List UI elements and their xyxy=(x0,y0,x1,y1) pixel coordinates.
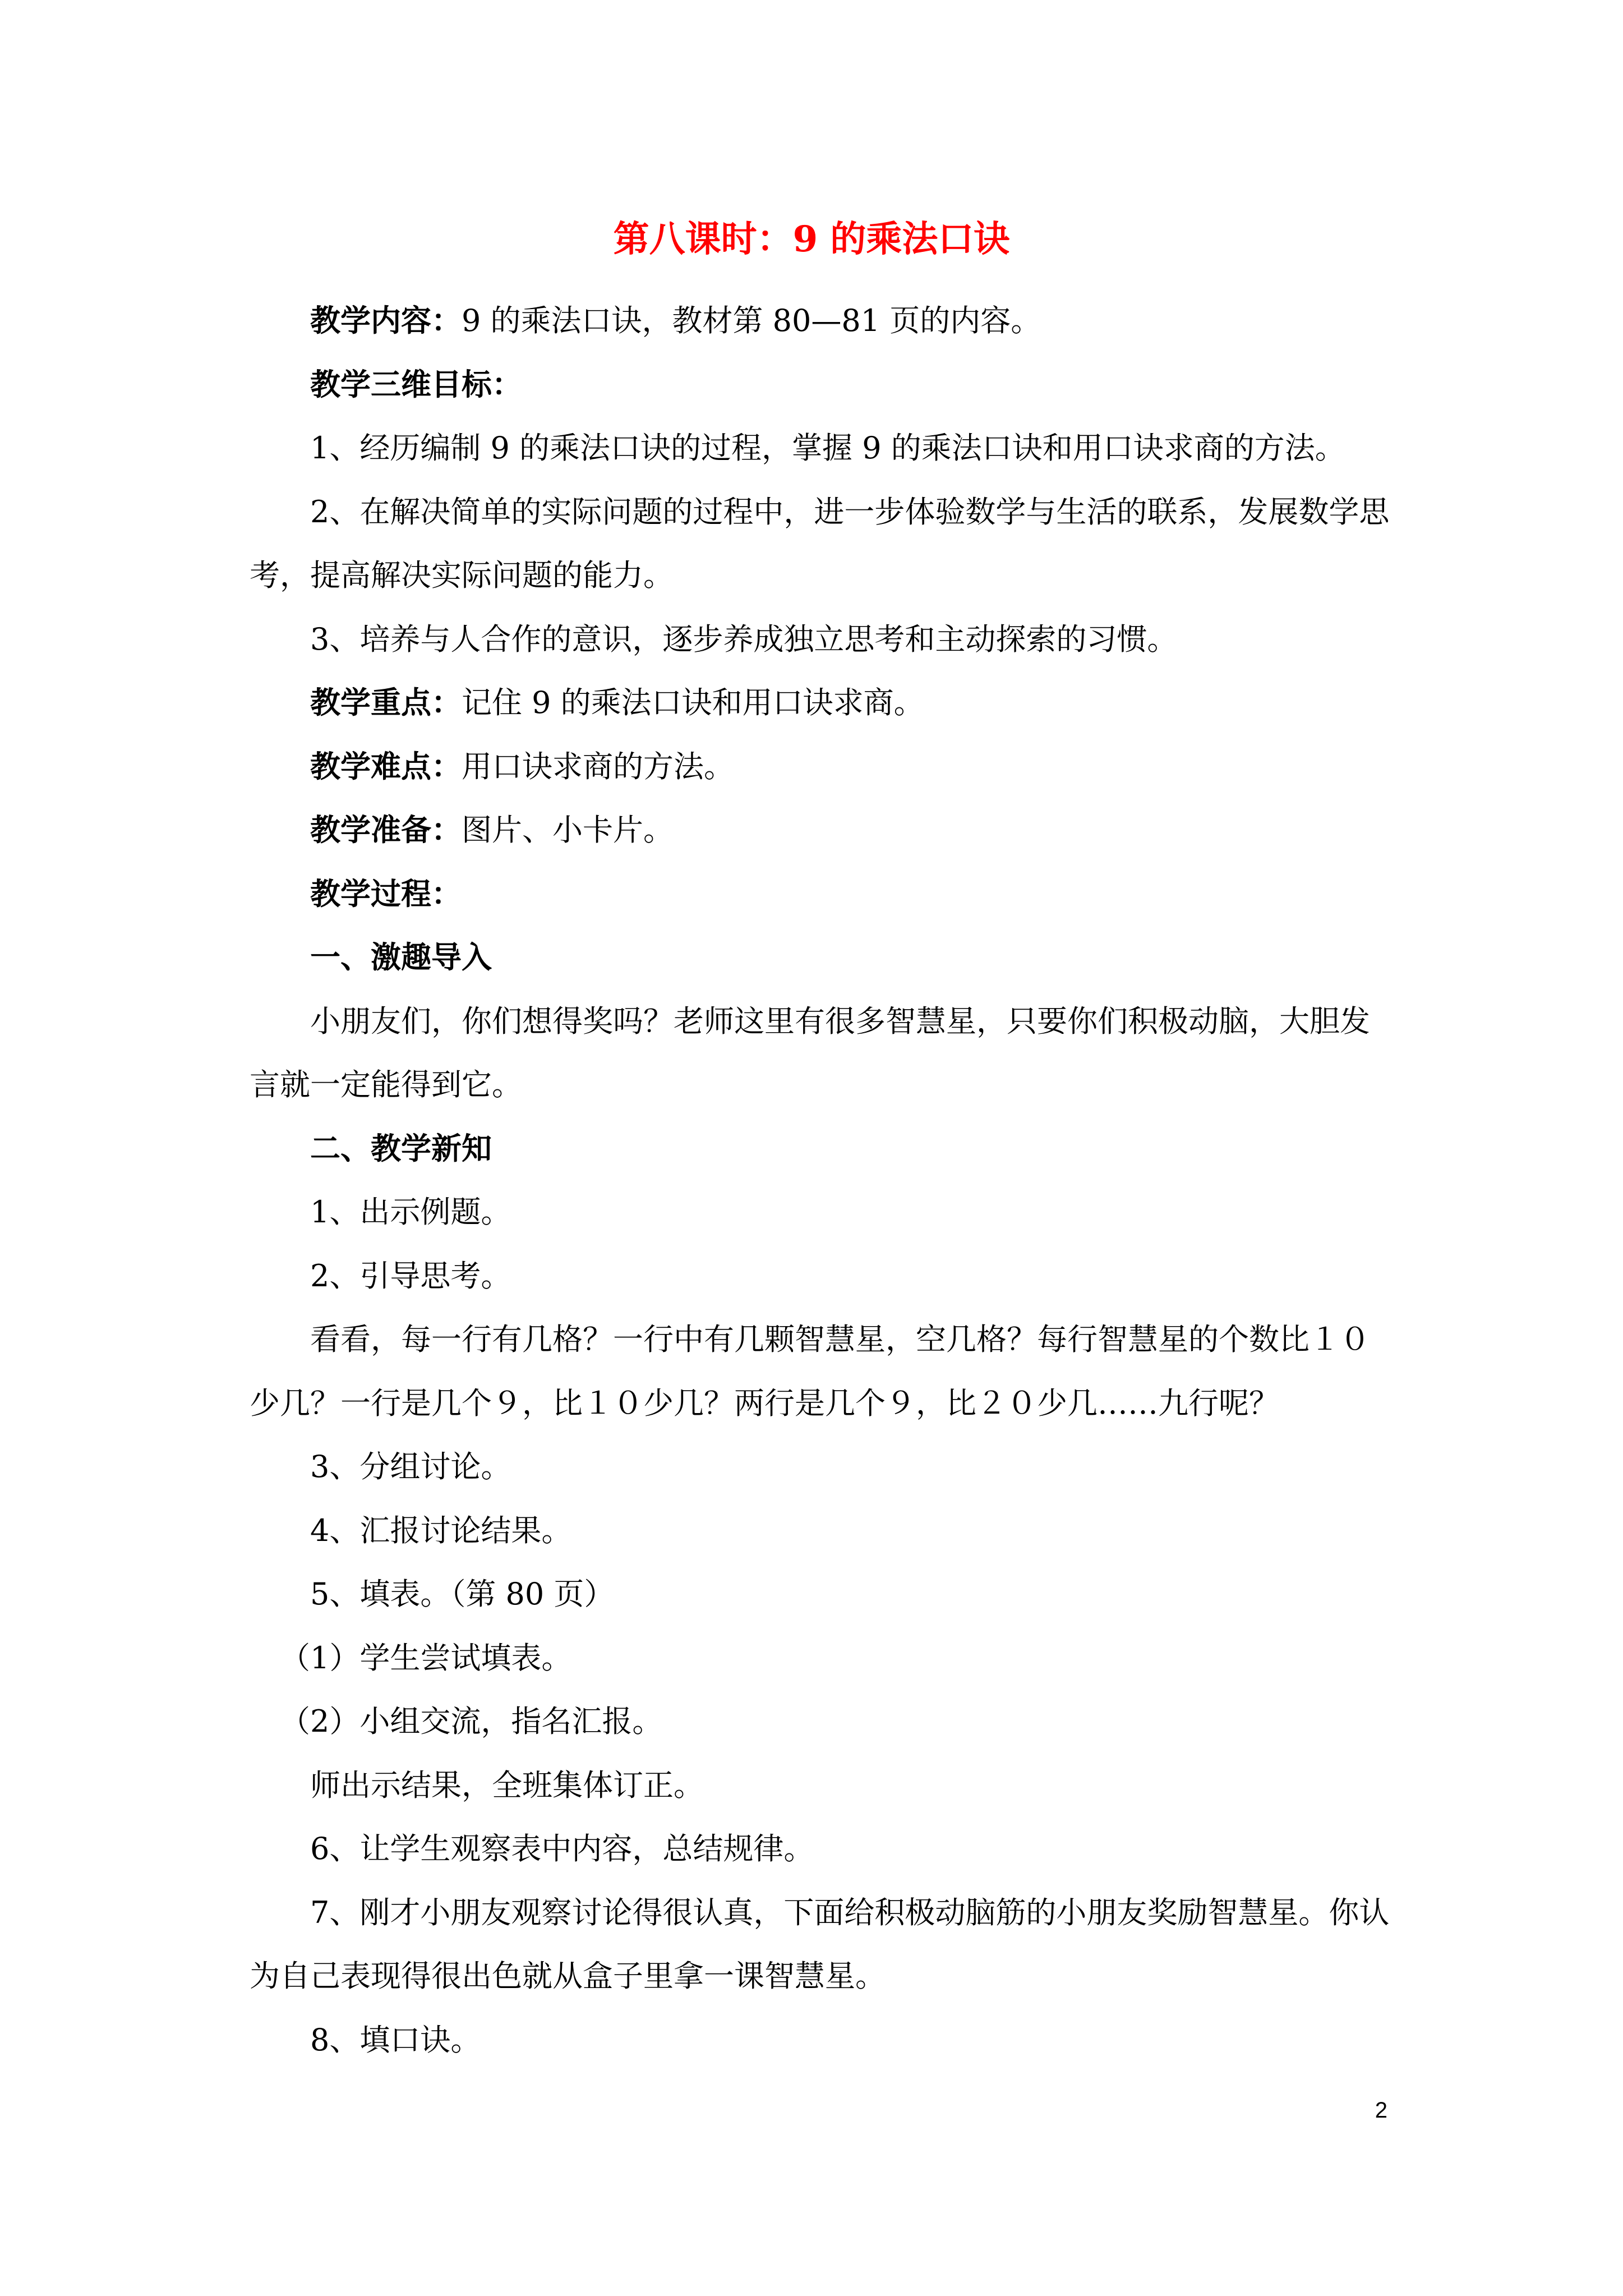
section-two-item: 6、让学生观察表中内容，总结规律。 xyxy=(310,1831,814,1866)
section-two-item: 看看，每一行有几格？一行中有几颗智慧星，空几格？每行智慧星的个数比１０少几？一行是几个９，比１０少几？两行是几个９，比２０少几……九行呢？ xyxy=(250,1322,1370,1421)
section-one-heading: 一、激趣导入 xyxy=(310,939,492,975)
difficult-point-paragraph xyxy=(250,735,1394,799)
page-number: 2 xyxy=(1375,2098,1387,2123)
difficult-point-label: 教学难点： xyxy=(310,748,462,784)
section-two-heading: 二、教学新知 xyxy=(310,1130,492,1166)
process-heading: 教学过程： xyxy=(310,875,462,912)
preparation-text: 图片、小卡片。 xyxy=(462,812,674,848)
section-two-item: 8、填口诀。 xyxy=(310,2022,481,2058)
key-point-label: 教学重点： xyxy=(310,684,462,720)
section-two-item: 4、汇报讨论结果。 xyxy=(310,1512,572,1548)
preparation-label: 教学准备： xyxy=(310,812,462,848)
objective-item: 2、在解决简单的实际问题的过程中，进一步体验数学与生活的联系，发展数学思考，提高解决实际问题的能力。 xyxy=(250,494,1390,593)
section-two-item: 5、填表。（第 80 页） xyxy=(310,1576,615,1612)
document-body xyxy=(250,289,1394,2072)
teaching-content-text: 9 的乘法口诀，教材第 80—81 页的内容。 xyxy=(462,303,1041,338)
difficult-point-text: 用口诀求商的方法。 xyxy=(462,748,734,784)
section-two-item: 1、出示例题。 xyxy=(310,1194,511,1230)
page-title: 第八课时：9 的乘法口诀 xyxy=(613,218,1010,260)
section-one-text: 小朋友们，你们想得奖吗？老师这里有很多智慧星，只要你们积极动脑，大胆发言就一定能得到它。 xyxy=(250,1003,1370,1102)
section-two-item: 师出示结果，全班集体订正。 xyxy=(310,1767,704,1803)
section-two-item: 3、分组讨论。 xyxy=(310,1449,511,1484)
teaching-content-label: 教学内容： xyxy=(310,302,462,338)
key-point-text: 记住 9 的乘法口诀和用口诀求商。 xyxy=(462,685,924,720)
section-two-sub-item: （2）小组交流，指名汇报。 xyxy=(280,1704,663,1739)
section-two-item: 2、引导思考。 xyxy=(310,1258,511,1294)
preparation-paragraph xyxy=(250,798,1394,862)
key-point-paragraph xyxy=(250,671,1394,735)
objective-item: 1、经历编制 9 的乘法口诀的过程，掌握 9 的乘法口诀和用口诀求商的方法。 xyxy=(310,430,1345,466)
section-two-sub-item: （1）学生尝试填表。 xyxy=(280,1640,572,1676)
objective-item: 3、培养与人合作的意识，逐步养成独立思考和主动探索的习惯。 xyxy=(310,621,1178,657)
teaching-content-paragraph xyxy=(250,289,1394,353)
section-two-item: 7、刚才小朋友观察讨论得很认真，下面给积极动脑筋的小朋友奖励智慧星。你认为自己表现得很出色就从盒子里拿一课智慧星。 xyxy=(250,1894,1390,1994)
objectives-heading: 教学三维目标： xyxy=(310,366,522,402)
